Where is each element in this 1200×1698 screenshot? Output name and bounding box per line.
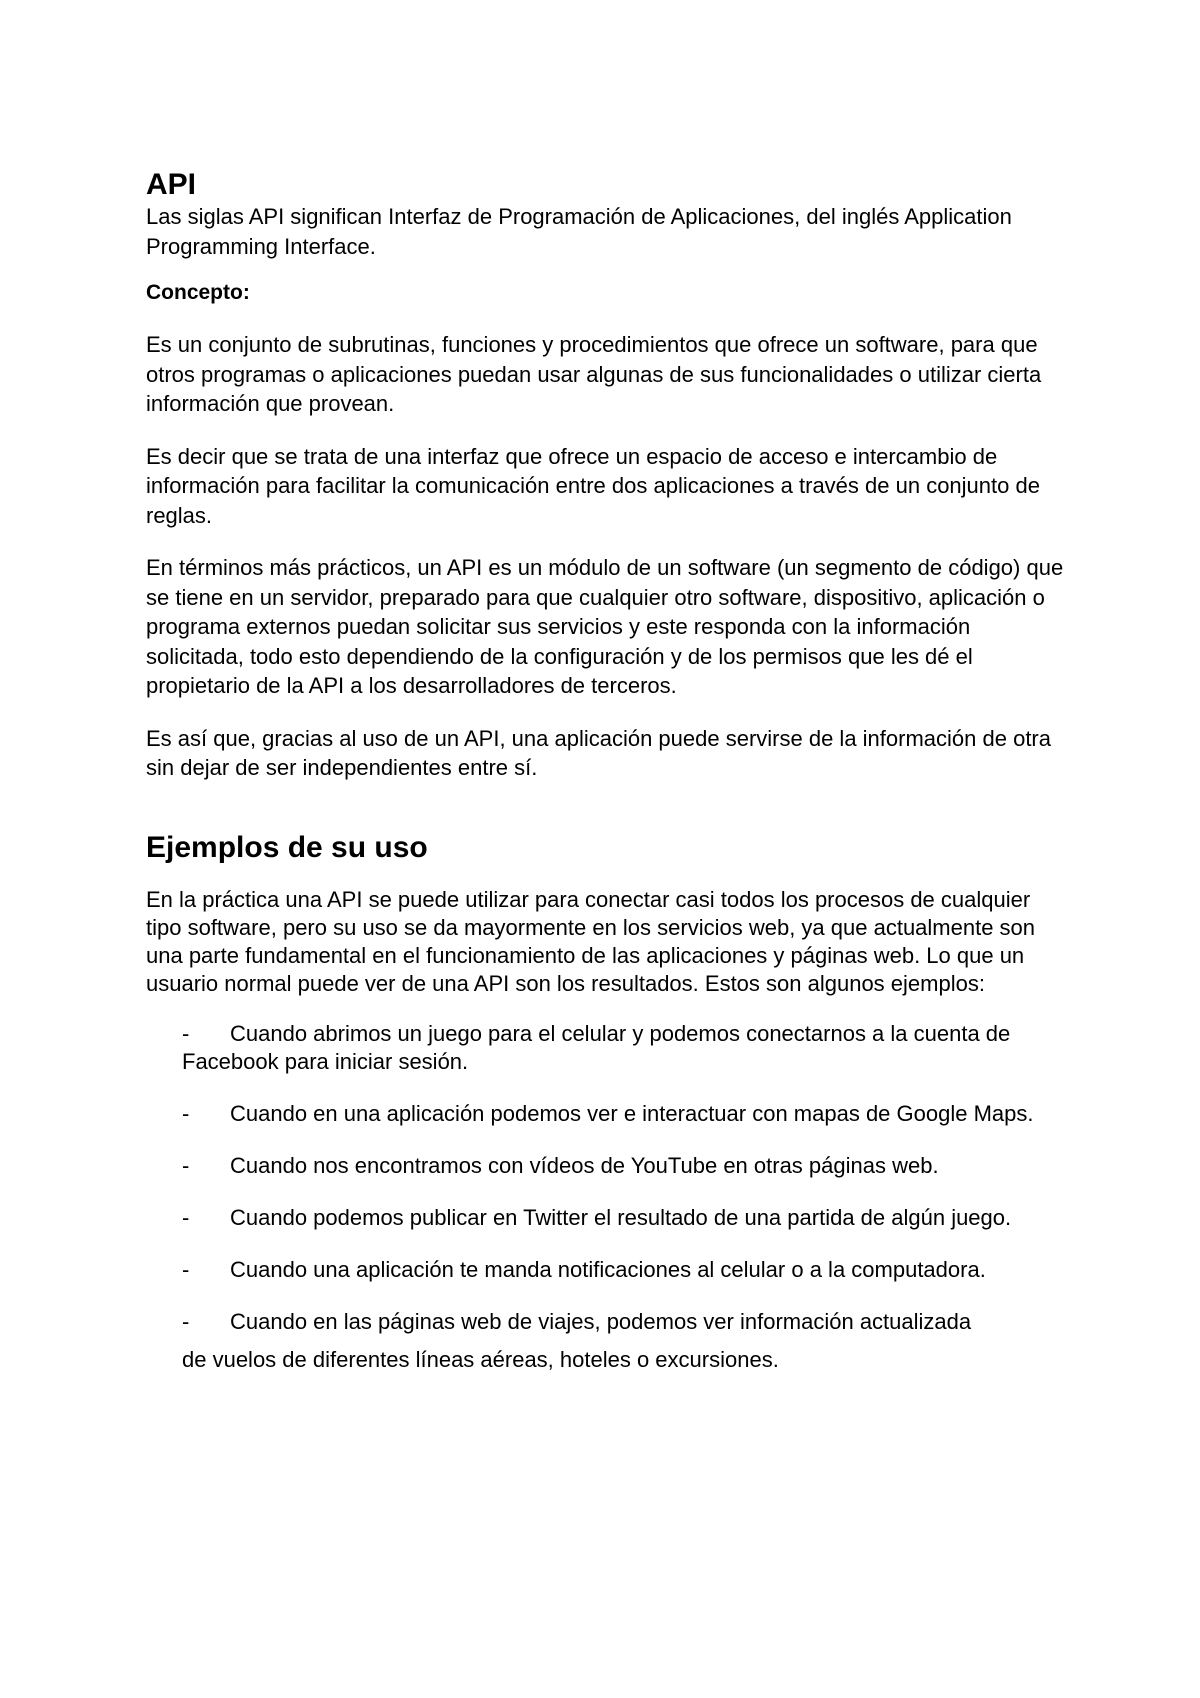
list-item: [182, 1100, 1066, 1128]
list-item: [182, 1152, 1066, 1180]
list-item: [182, 1204, 1066, 1232]
intro-paragraph: Las siglas API significan Interfaz de Programación de Aplicaciones, del inglés Application Programming Interface.: [146, 204, 1012, 259]
bullet-marker: -: [182, 1204, 190, 1230]
list-item-text: Cuando en una aplicación podemos ver e interactuar con mapas de Google Maps.: [230, 1100, 1034, 1126]
examples-section-title: Ejemplos de su uso: [146, 830, 428, 864]
bullet-marker: -: [182, 1256, 190, 1282]
list-item-text: Cuando podemos publicar en Twitter el resultado de una partida de algún juego.: [230, 1204, 1012, 1230]
document-page: [146, 168, 1066, 1374]
concept-paragraph-3: En términos más prácticos, un API es un módulo de un software (un segmento de código) que se tiene en un servidor, preparado para que cualquier otro software, dispositivo, aplicación o programa externos puedan solicitar sus servicios y este responda con la información solicitada, todo esto dependiendo de la configuración y de los permisos que les dé el propietario de la API a los desarrolladores de terceros.: [146, 555, 1064, 698]
list-item-text: Cuando en las páginas web de viajes, podemos ver información actualizada: [230, 1308, 972, 1334]
concept-paragraph-1: Es un conjunto de subrutinas, funciones y procedimientos que ofrece un software, para que otros programas o aplicaciones puedan usar algunas de sus funcionalidades o utilizar cierta información que provean.: [146, 332, 1042, 416]
concept-paragraph-4: Es así que, gracias al uso de un API, una aplicación puede servirse de la información de otra sin dejar de ser independientes entre sí.: [146, 725, 1051, 780]
bullet-marker: -: [182, 1308, 190, 1334]
list-item: [182, 1256, 1066, 1284]
bullet-marker: -: [182, 1020, 190, 1046]
list-item-continuation: de vuelos de diferentes líneas aéreas, hoteles o excursiones.: [182, 1346, 779, 1372]
list-item: [182, 1308, 1066, 1336]
list-item-text: Cuando abrimos un juego para el celular y podemos conectarnos a la cuenta de Facebook para iniciar sesión.: [182, 1020, 1011, 1074]
examples-intro-paragraph: En la práctica una API se puede utilizar para conectar casi todos los procesos de cualquier tipo software, pero su uso se da mayormente en los servicios web, ya que actualmente son una parte fundamental en el funcionamiento de las aplicaciones y páginas web. Lo que un usuario normal puede ver de una API son los resultados. Estos son algunos ejemplos:: [146, 886, 1036, 996]
list-item-text: Cuando una aplicación te manda notificaciones al celular o a la computadora.: [230, 1256, 986, 1282]
concept-paragraph-2: Es decir que se trata de una interfaz que ofrece un espacio de acceso e intercambio de información para facilitar la comunicación entre dos aplicaciones a través de un conjunto de reglas.: [146, 443, 1040, 528]
document-title: API: [146, 168, 197, 201]
bullet-marker: -: [182, 1100, 190, 1126]
concept-heading: Concepto:: [146, 281, 250, 304]
list-item: [182, 1020, 1066, 1076]
list-item-text: Cuando nos encontramos con vídeos de YouTube en otras páginas web.: [230, 1152, 939, 1178]
examples-list: [146, 1020, 1066, 1336]
bullet-marker: -: [182, 1152, 190, 1178]
